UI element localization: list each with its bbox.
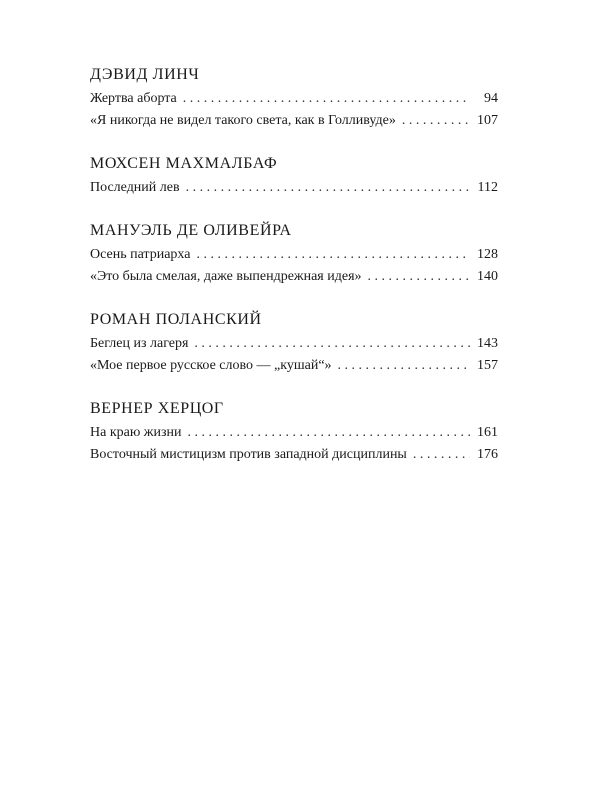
toc-section-makhmalbaf <box>90 153 498 199</box>
toc-section-herzog <box>90 398 498 466</box>
entry-title: Восточный мистицизм против западной дисциплины <box>90 447 407 462</box>
dot-leader <box>187 422 470 444</box>
page-number: 94 <box>484 91 498 106</box>
entry-title: «Я никогда не видел такого света, как в Голливуде» <box>90 113 396 128</box>
section-heading: МАНУЭЛЬ ДЕ ОЛИВЕЙРА <box>90 222 292 239</box>
toc-entry[interactable] <box>90 110 498 132</box>
entry-title: На краю жизни <box>90 425 182 440</box>
dot-leader <box>194 333 470 355</box>
dot-leader <box>196 244 470 266</box>
toc-entry[interactable] <box>90 177 498 199</box>
page-number: 176 <box>477 447 498 462</box>
toc-entry[interactable] <box>90 88 498 110</box>
entry-title: Последний лев <box>90 180 180 195</box>
entry-title: «Это была смелая, даже выпендрежная идея» <box>90 269 362 284</box>
toc-entry[interactable] <box>90 266 498 288</box>
toc-entry[interactable] <box>90 422 498 444</box>
dot-leader <box>413 444 470 466</box>
dot-leader <box>186 177 470 199</box>
dot-leader <box>368 266 470 288</box>
page-number: 140 <box>477 269 498 284</box>
page-number: 161 <box>477 425 498 440</box>
toc-section-oliveira <box>90 220 498 288</box>
toc-section-lynch <box>90 64 498 132</box>
toc-entry[interactable] <box>90 444 498 466</box>
page-number: 157 <box>477 358 498 373</box>
toc-entry[interactable] <box>90 333 498 355</box>
page-number: 107 <box>477 113 498 128</box>
section-heading: ВЕРНЕР ХЕРЦОГ <box>90 400 224 417</box>
toc-section-polanski <box>90 309 498 377</box>
section-heading: ДЭВИД ЛИНЧ <box>90 66 200 83</box>
dot-leader <box>402 110 470 132</box>
dot-leader <box>338 355 470 377</box>
table-of-contents <box>90 64 498 487</box>
toc-entry[interactable] <box>90 244 498 266</box>
section-heading: МОХСЕН МАХМАЛБАФ <box>90 155 278 172</box>
entry-title: Жертва аборта <box>90 91 177 106</box>
entry-title: «Мое первое русское слово — „кушай“» <box>90 358 332 373</box>
entry-title: Беглец из лагеря <box>90 336 189 351</box>
toc-entry[interactable] <box>90 355 498 377</box>
page-number: 143 <box>477 336 498 351</box>
entry-title: Осень патриарха <box>90 247 191 262</box>
section-heading: РОМАН ПОЛАНСКИЙ <box>90 311 262 328</box>
page-number: 112 <box>477 180 498 195</box>
dot-leader <box>183 88 470 110</box>
page-number: 128 <box>477 247 498 262</box>
